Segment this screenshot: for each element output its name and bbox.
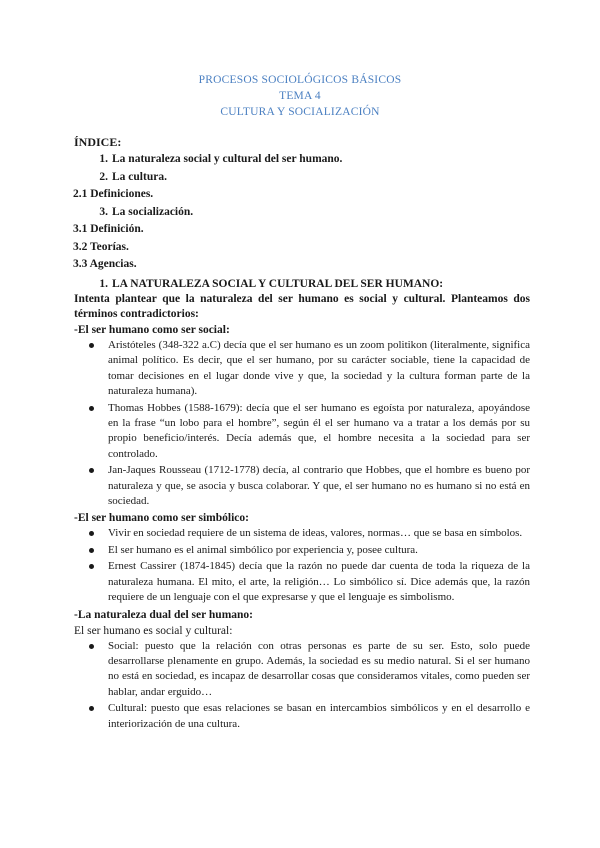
list-item <box>108 559 530 605</box>
list-item-text: Ernest Cassirer (1874-1845) decía que la razón no puede dar cuenta de toda la riqueza de la naturaleza humana. El mito, el arte, la religión… Lo simbólico sí. Dice además que, la razón requiere de un lenguaje con el que expresarse y que el lenguaje es simbolismo. <box>108 560 530 604</box>
bullet-icon <box>89 706 94 711</box>
index-subitem: 3.3 Agencias. <box>73 258 137 270</box>
index-subitem: 3.1 Definición. <box>73 223 144 235</box>
section-1 <box>74 276 530 733</box>
index-item-text: La socialización. <box>112 205 194 218</box>
list-item <box>108 701 530 732</box>
list-item-text: Vivir en sociedad requiere de un sistema de ideas, valores, normas… que se basa en símbolos. <box>108 527 523 540</box>
bullet-icon <box>89 343 94 348</box>
bullet-icon <box>89 531 94 536</box>
list-item <box>108 526 530 541</box>
list-item-text: El ser humano es el animal simbólico por experiencia y, posee cultura. <box>108 543 418 556</box>
bullet-list-symbolic <box>74 526 530 605</box>
section-intro: Intenta plantear que la naturaleza del ser humano es social y cultural. Planteamos dos términos contradictorios: <box>74 293 530 320</box>
list-item <box>108 543 530 558</box>
list-item-text: Social: puesto que la relación con otras personas es parte de su ser. Esto, solo puede desarrollarse plenamente en grupo. Además, la sociedad es su medio natural. Si el ser humano no está en sociedad, es incapaz de desarrollar cosas que consideramos vitales, como pueden ser hablar, andar erguido… <box>108 639 530 698</box>
section-title: LA NATURALEZA SOCIAL Y CULTURAL DEL SER HUMANO: <box>112 278 444 290</box>
list-item-text: Aristóteles (348-322 a.C) decía que el ser humano es un zoom politikon (literalmente, significa animal político. Es decir, que el ser humano, por su carácter sociable, tiene la capacidad de tomar decisiones en el lugar donde vive y que, la sociedad y la cultura forman parte de la naturaleza humana). <box>108 339 530 398</box>
document-title <box>0 72 600 120</box>
index-item <box>74 151 534 169</box>
list-item <box>108 338 530 400</box>
section-heading <box>74 276 530 292</box>
table-of-contents <box>74 134 534 274</box>
bullet-icon <box>89 406 94 411</box>
index-item-text: La naturaleza social y cultural del ser humano. <box>112 153 343 165</box>
subheading-symbolic: -El ser humano como ser simbólico: <box>74 512 249 525</box>
index-subitem: 2.1 Definiciones. <box>73 188 154 200</box>
index-subitem: 3.2 Teorías. <box>73 240 129 253</box>
list-item <box>108 463 530 509</box>
section-number: 1. <box>99 278 108 290</box>
course-title: PROCESOS SOCIOLÓGICOS BÁSICOS <box>198 74 402 86</box>
index-heading: ÍNDICE: <box>74 135 122 149</box>
bullet-icon <box>89 644 94 649</box>
topic-number: TEMA 4 <box>279 90 321 102</box>
bullet-list-social <box>74 338 530 509</box>
index-item-number: 2. <box>99 170 108 183</box>
list-item-text: Jan-Jaques Rousseau (1712-1778) decía, al contrario que Hobbes, que el hombre es bueno por naturaleza y que, se asocia y busca colaborar. Y que, el ser humano no es humano si no está en sociedad. <box>108 464 530 508</box>
index-item-number: 1. <box>99 153 108 165</box>
topic-title: CULTURA Y SOCIALIZACIÓN <box>220 106 380 118</box>
index-item <box>74 204 534 222</box>
index-item-number: 3. <box>99 205 108 218</box>
index-item <box>74 169 534 187</box>
subheading-social: -El ser humano como ser social: <box>74 324 230 336</box>
bullet-icon <box>89 548 94 553</box>
bullet-icon <box>89 564 94 569</box>
bullet-icon <box>89 468 94 473</box>
subheading-dual: -La naturaleza dual del ser humano: <box>74 608 254 621</box>
list-item-text: Cultural: puesto que esas relaciones se basan en intercambios simbólicos y en el desarrollo e interiorización de una cultura. <box>108 702 530 730</box>
dual-lead-text: El ser humano es social y cultural: <box>74 624 233 637</box>
bullet-list-dual <box>74 639 530 732</box>
list-item <box>108 639 530 701</box>
list-item-text: Thomas Hobbes (1588-1679): decía que el ser humano es egoísta por naturaleza, apoyándose en la frase “un lobo para el hombre”, según él el ser humano va a tratar a los demás por su propio beneficio/interés. Decía además que, el hombre necesita a la sociedad para ser controlado. <box>108 401 530 460</box>
index-item-text: La cultura. <box>112 170 167 183</box>
list-item <box>108 401 530 463</box>
